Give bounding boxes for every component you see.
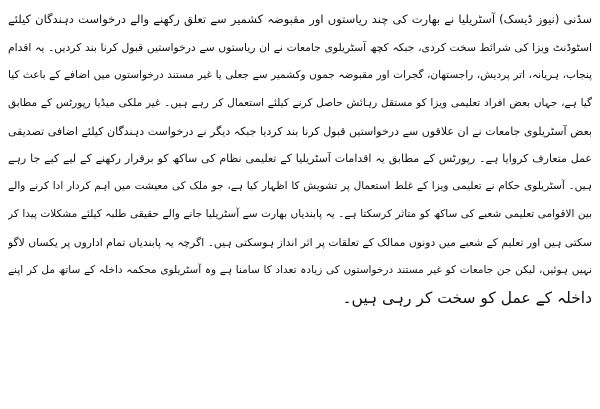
article-line-10: نہیں ہوئیں، لیکن جن جامعات کو غیر مستند درخواستوں کی زیادہ تعداد کا سامنا ہے وہ آسٹریلوی محکمہ داخلہ کے ساتھ مل کر اپنے	[8, 264, 592, 277]
article-line-5: بعض آسٹریلوی جامعات نے ان علاقوں سے درخواستیں قبول کرنا بند کردیا جبکہ دیگر نے درخواست دہندگان کیلئے اضافی تصدیقی	[8, 124, 592, 138]
article-line-7: ہیں۔ آسٹریلوی حکام نے تعلیمی ویزا کے غلط استعمال پر تشویش کا اظہار کیا ہے، جو ملک کی معیشت میں اہم کردار ادا کرنے والے	[8, 180, 592, 193]
article-line-11: داخلہ کے عمل کو سخت کر رہی ہیں۔	[342, 288, 592, 307]
article-line-4: گیا ہے، جہاں بعض افراد تعلیمی ویزا کو مستقل رہائش حاصل کرنے کیلئے استعمال کر رہے ہیں۔ غیر ملکی میڈیا رپورٹس کے مطابق	[8, 96, 592, 109]
article-line-9: سکتی ہیں اور تعلیم کے شعبے میں دونوں ممالک کے تعلقات پر اثر انداز ہوسکتی ہیں۔ اگرچہ یہ پابندیاں تمام اداروں پر یکساں لاگو	[8, 236, 592, 250]
article-line-2: اسٹوڈنٹ ویزا کی شرائط سخت کردی، جبکہ کچھ آسٹریلوی جامعات نے ان ریاستوں سے درخواستیں قبول کرنا بند کردیں۔ یہ اقدام	[8, 40, 592, 54]
article-line-8: بین الاقوامی تعلیمی شعبے کی ساکھ کو متاثر کرسکتا ہے۔ یہ پابندیاں بھارت سے آسٹریلیا جانے والے حقیقی طلبہ کیلئے مشکلات پیدا کر	[8, 208, 592, 221]
article-line-3: پنجاب، ہریانہ، اتر پردیش، راجستھان، گجرات اور مقبوضہ جموں وکشمیر سے جعلی یا غیر مستند درخواستوں میں اضافے کے باعث کیا	[8, 68, 592, 81]
article-line-6: عمل متعارف کروایا ہے۔ رپورٹس کے مطابق یہ اقدامات آسٹریلیا کے تعلیمی نظام کی ساکھ کو برقرار رکھنے کے لیے کیے جا رہے	[8, 152, 592, 166]
article-line-1: سڈنی (نیوز ڈیسک) آسٹریلیا نے بھارت کی چند ریاستوں اور مقبوضہ کشمیر سے تعلق رکھنے والے درخواست دہندگان کیلئے	[8, 12, 592, 26]
